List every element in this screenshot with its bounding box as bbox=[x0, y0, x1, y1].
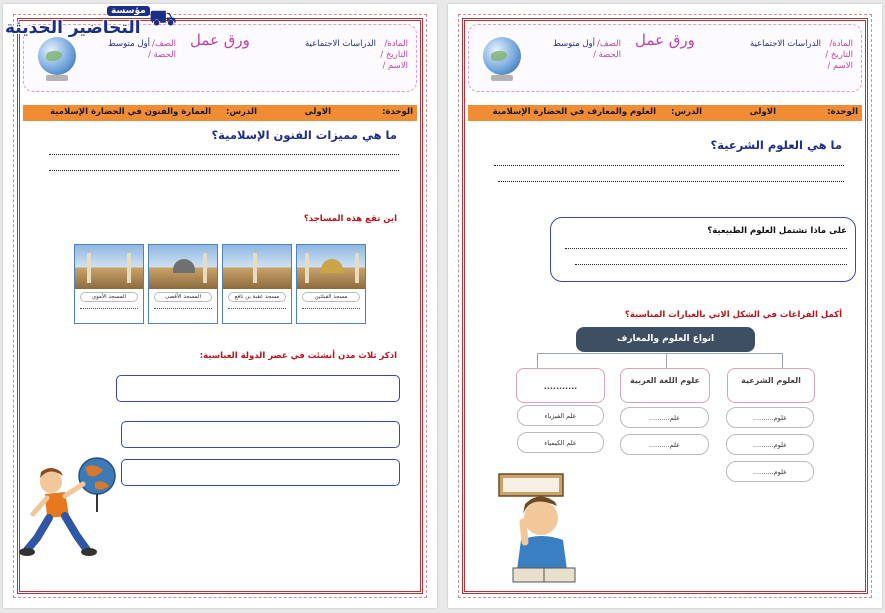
question-2: اين تقع هذه المساجد؟ bbox=[303, 214, 397, 224]
subject-label: المادة/ bbox=[384, 39, 408, 49]
boy-with-globe-illustration bbox=[17, 454, 127, 564]
mosque-caption: مسجد عقبة بن نافع bbox=[228, 292, 286, 302]
question-2: على ماذا تشتمل العلوم الطبيعية؟ bbox=[707, 226, 847, 236]
mosque-answer-line[interactable] bbox=[80, 308, 138, 309]
question-1: ما هي العلوم الشرعية؟ bbox=[710, 138, 842, 152]
question-1: ما هي مميزات الفنون الإسلامية؟ bbox=[211, 128, 397, 142]
mosque-image bbox=[297, 245, 365, 289]
globe-stand bbox=[491, 75, 513, 81]
unit-label: الوحدة: bbox=[382, 107, 413, 117]
question-2-box bbox=[550, 217, 856, 282]
unit-value: الاولى bbox=[749, 107, 776, 117]
globe-stand bbox=[46, 75, 68, 81]
globe-icon bbox=[38, 37, 76, 75]
lesson-value: العمارة والفنون في الحضارة الإسلامية bbox=[50, 107, 211, 117]
lesson-value: العلوم والمعارف في الحضارة الإسلامية bbox=[492, 107, 656, 117]
answer-box-3[interactable] bbox=[121, 459, 400, 486]
diagram-title: انواع العلوم والمعارف bbox=[576, 327, 755, 352]
answer-box-2[interactable] bbox=[121, 421, 400, 448]
unit-value: الاولى bbox=[304, 107, 331, 117]
boy-reading-illustration bbox=[495, 472, 585, 584]
globe-icon bbox=[483, 37, 521, 75]
mosque-image bbox=[75, 245, 143, 289]
question-3: أكمل الفراغات في الشكل الاتي بالعبارات المناسبة؟ bbox=[624, 310, 842, 320]
diagram-node-sharia: العلوم الشرعية bbox=[727, 368, 815, 403]
grade-value: أول متوسط bbox=[107, 39, 150, 49]
lesson-label: الدرس: bbox=[225, 107, 257, 117]
answer-line-3[interactable] bbox=[565, 248, 847, 249]
lesson-label: الدرس: bbox=[670, 107, 702, 117]
diagram-connector bbox=[666, 353, 667, 368]
subject-value: الدراسات الاجتماعية bbox=[304, 39, 376, 49]
mosque-image bbox=[223, 245, 291, 289]
grade-label: الصف/ bbox=[152, 39, 176, 49]
period-label: الحصة / bbox=[593, 50, 621, 60]
mosque-card bbox=[74, 244, 144, 324]
mosque-caption: المسجد الأموي bbox=[80, 292, 138, 302]
mosque-image bbox=[149, 245, 217, 289]
mosque-card bbox=[148, 244, 218, 324]
grade-value: أول متوسط bbox=[552, 39, 595, 49]
subject-value: الدراسات الاجتماعية bbox=[749, 39, 821, 49]
mosque-answer-line[interactable] bbox=[154, 308, 212, 309]
worksheet-title: ورق عمل bbox=[190, 31, 250, 49]
mosque-answer-line[interactable] bbox=[228, 308, 286, 309]
mosque-caption: مسجد القبلتين bbox=[302, 292, 360, 302]
diagram-item[interactable]: علوم.......... bbox=[726, 407, 814, 428]
diagram-item[interactable]: علوم.......... bbox=[726, 461, 814, 482]
answer-line-1[interactable] bbox=[494, 165, 844, 166]
answer-line-2[interactable] bbox=[49, 170, 399, 171]
diagram-item[interactable]: علوم.......... bbox=[726, 434, 814, 455]
answer-line-2[interactable] bbox=[498, 181, 844, 182]
diagram-connector bbox=[537, 353, 783, 354]
period-label: الحصة / bbox=[148, 50, 176, 60]
date-label: التاريخ / bbox=[825, 50, 853, 60]
diagram-item[interactable]: علم.......... bbox=[620, 407, 709, 428]
unit-label: الوحدة: bbox=[827, 107, 858, 117]
publisher-logo-small: مؤسسة bbox=[107, 6, 150, 16]
lesson-bar bbox=[468, 105, 862, 121]
diagram-connector bbox=[782, 353, 783, 368]
mosque-card bbox=[222, 244, 292, 324]
diagram-node-blank[interactable]: ........... bbox=[516, 368, 605, 403]
answer-line-1[interactable] bbox=[49, 154, 399, 155]
worksheet-page-sciences bbox=[448, 4, 882, 608]
date-label: التاريخ / bbox=[380, 50, 408, 60]
lesson-bar bbox=[23, 105, 417, 121]
question-3: اذكر ثلاث مدن أنشئت في عصر الدولة العباسية: bbox=[199, 351, 397, 361]
worksheet-title: ورق عمل bbox=[635, 31, 695, 49]
answer-box-1[interactable] bbox=[116, 375, 400, 402]
diagram-node-arabic: علوم اللغة العربية bbox=[620, 368, 710, 403]
diagram-item[interactable]: علم.......... bbox=[620, 434, 709, 455]
answer-line-4[interactable] bbox=[575, 264, 847, 265]
grade-label: الصف/ bbox=[597, 39, 621, 49]
mosque-caption: المسجد الأقصى bbox=[154, 292, 212, 302]
worksheet-page-architecture bbox=[3, 4, 437, 608]
truck-icon: ⛟ bbox=[149, 6, 177, 31]
diagram-item: علم الكيمياء bbox=[517, 432, 604, 453]
mosque-card bbox=[296, 244, 366, 324]
mosque-answer-line[interactable] bbox=[302, 308, 360, 309]
subject-label: المادة/ bbox=[829, 39, 853, 49]
worksheet-header bbox=[468, 24, 862, 92]
name-label: الاسم / bbox=[382, 61, 408, 71]
diagram-item: علم الفيزياء bbox=[517, 405, 604, 426]
publisher-logo-text: التحاضير الحديثة bbox=[5, 18, 141, 38]
diagram-connector bbox=[537, 353, 538, 368]
name-label: الاسم / bbox=[827, 61, 853, 71]
